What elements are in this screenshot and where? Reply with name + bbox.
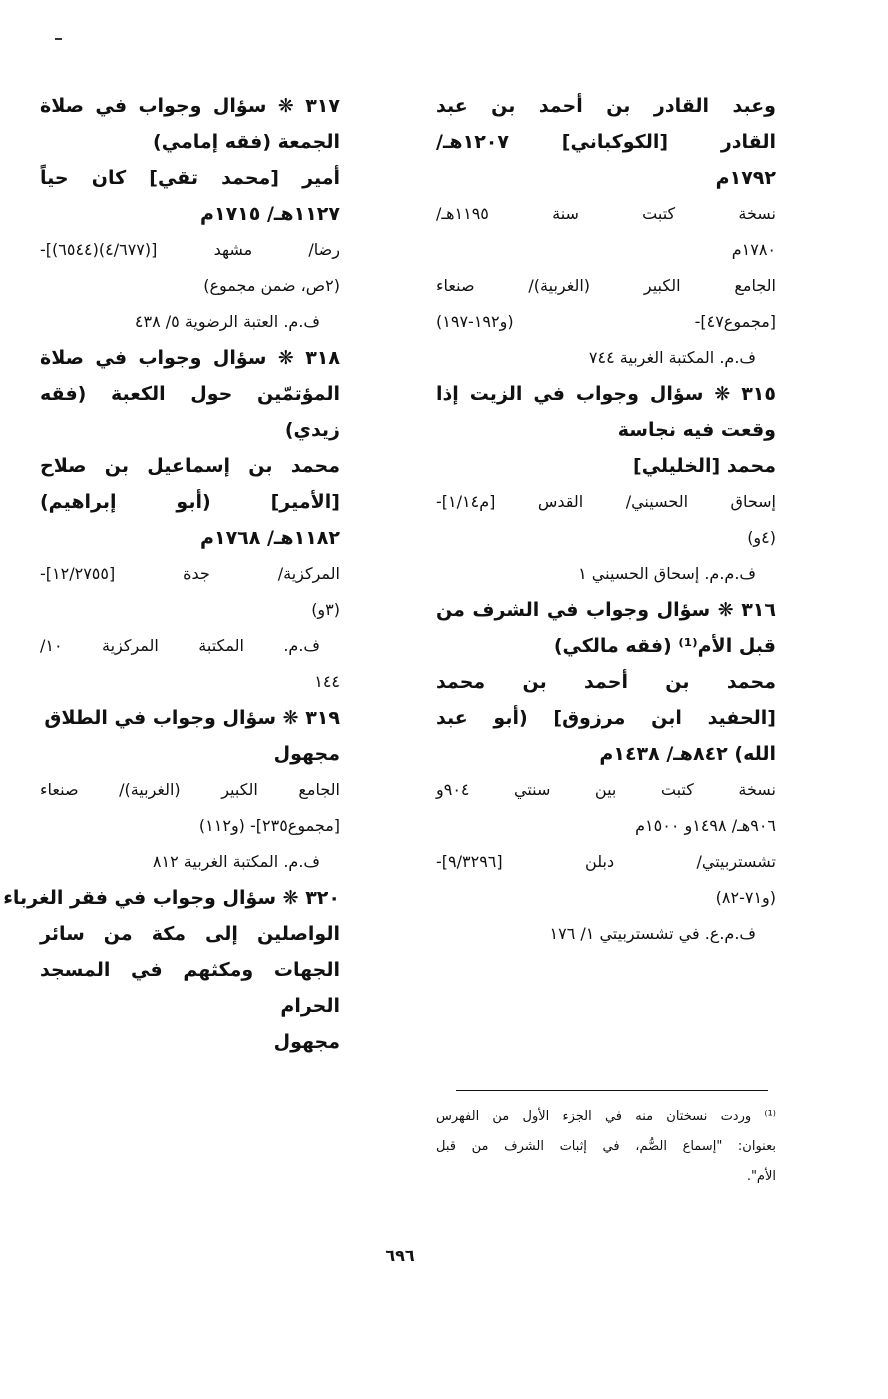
right-column-line: ٩٠٦هـ/ ١٤٩٨و ١٥٠٠م: [635, 816, 776, 835]
left-column-line: الجهات ومكثهم في المسجد: [40, 959, 340, 981]
left-column-line: محمد بن إسماعيل بن صلاح: [40, 455, 340, 477]
right-column-line: إسحاق الحسيني/ القدس [م١/١٤]-: [436, 492, 776, 511]
right-column-line: تشستربيتي/ دبلن [٩/٣٢٩٦]-: [436, 852, 776, 871]
right-column-line: ١٧٩٢م: [715, 167, 776, 189]
right-column-line: ٣١٥ ❋ سؤال وجواب في الزيت إذا: [436, 383, 776, 405]
left-column-line: المؤتمّين حول الكعبة (فقه: [40, 383, 340, 405]
footnote-line: الأم".: [746, 1169, 776, 1184]
page-number: ٦٩٦: [385, 1246, 415, 1265]
left-column-line: الواصلين إلى مكة من سائر: [40, 923, 340, 945]
left-column-line: الحرام: [280, 995, 340, 1017]
right-column-line: ف.م. المكتبة الغربية ٧٤٤: [588, 348, 756, 367]
left-column-line: ف.م. العتبة الرضوية ٥/ ٤٣٨: [134, 312, 320, 331]
left-column-line: ٣٢٠ ❋ سؤال وجواب في فقر الغرباء: [3, 887, 340, 909]
right-column-line: ١٧٨٠م: [731, 240, 776, 259]
right-column-line: وقعت فيه نجاسة: [617, 419, 776, 441]
left-column-line: [الأمير] (أبو إبراهيم): [40, 491, 340, 513]
right-column-line: الجامع الكبير (الغربية)/ صنعاء: [436, 276, 776, 295]
footnote-separator: [456, 1090, 768, 1091]
right-column-line: نسخة كتبت سنة ١١٩٥هـ/: [436, 204, 776, 223]
left-column-line: (٢ص، ضمن مجموع): [203, 276, 340, 295]
left-column-line: زيدي): [284, 419, 340, 441]
right-column: [436, 88, 776, 952]
footnote-line: ⁽¹⁾ وردت نسختان منه في الجزء الأول من الفهرس: [436, 1109, 776, 1124]
left-column-line: ١١٢٧هـ/ ١٧١٥م: [200, 203, 340, 225]
left-column-line: [مجموع٢٣٥]- (و١١٢): [198, 816, 340, 835]
footnote-line: بعنوان: "إسماع الصُّم، في إثبات الشرف من قبل: [436, 1139, 776, 1154]
left-column-line: ف.م. المكتبة الغربية ٨١٢: [152, 852, 320, 871]
left-column-line: ١١٨٢هـ/ ١٧٦٨م: [200, 527, 340, 549]
footnotes: [436, 1102, 776, 1192]
right-column-line: (٤و): [747, 528, 776, 547]
left-column-line: رضا/ مشهد [(٤/٦٧٧)(٦٥٤٤)]-: [40, 240, 340, 259]
right-column-line: ف.م.ع. في تشستربيتي ١/ ١٧٦: [549, 924, 756, 943]
right-column-line: الله) ٨٤٢هـ/ ١٤٣٨م: [599, 743, 776, 765]
right-column-line: [مجموع٤٧]- (و١٩٢-١٩٧): [436, 312, 776, 331]
left-column-line: ٣١٨ ❋ سؤال وجواب في صلاة: [40, 347, 340, 369]
right-column-line: ٣١٦ ❋ سؤال وجواب في الشرف من: [436, 599, 776, 621]
left-column-line: أمير [محمد تقي] كان حياً: [40, 167, 340, 189]
right-column-line: محمد بن أحمد بن محمد: [436, 671, 776, 693]
right-column-line: القادر [الكوكباني] ١٢٠٧هـ/: [436, 131, 776, 153]
right-column-line: وعبد القادر بن أحمد بن عبد: [436, 95, 776, 117]
left-column-line: ٣١٧ ❋ سؤال وجواب في صلاة: [40, 95, 340, 117]
right-column-line: نسخة كتبت بين سنتي ٩٠٤و: [436, 780, 776, 799]
left-column-line: ١٤٤: [314, 672, 340, 691]
left-column-line: الجامع الكبير (الغربية)/ صنعاء: [40, 780, 340, 799]
stray-mark: [55, 38, 62, 40]
left-column-line: مجهول: [273, 1031, 340, 1053]
left-column-line: مجهول: [273, 743, 340, 765]
right-column-line: (و٧١-٨٢): [715, 888, 776, 907]
right-column-line: قبل الأم⁽¹⁾ (فقه مالكي): [553, 635, 776, 657]
left-column-line: المركزية/ جدة [١٢/٢٧٥٥]-: [40, 564, 340, 583]
left-column-line: ٣١٩ ❋ سؤال وجواب في الطلاق: [44, 707, 340, 729]
right-column-line: محمد [الخليلي]: [633, 455, 776, 477]
right-column-line: ف.م.م. إسحاق الحسيني ١: [578, 564, 756, 583]
right-column-line: [الحفيد ابن مرزوق] (أبو عبد: [436, 707, 776, 729]
left-column-line: (٣و): [311, 600, 340, 619]
left-column: [3, 88, 340, 1060]
left-column-line: الجمعة (فقه إمامي): [153, 131, 340, 153]
left-column-line: ف.م. المكتبة المركزية ١٠/: [40, 636, 320, 655]
